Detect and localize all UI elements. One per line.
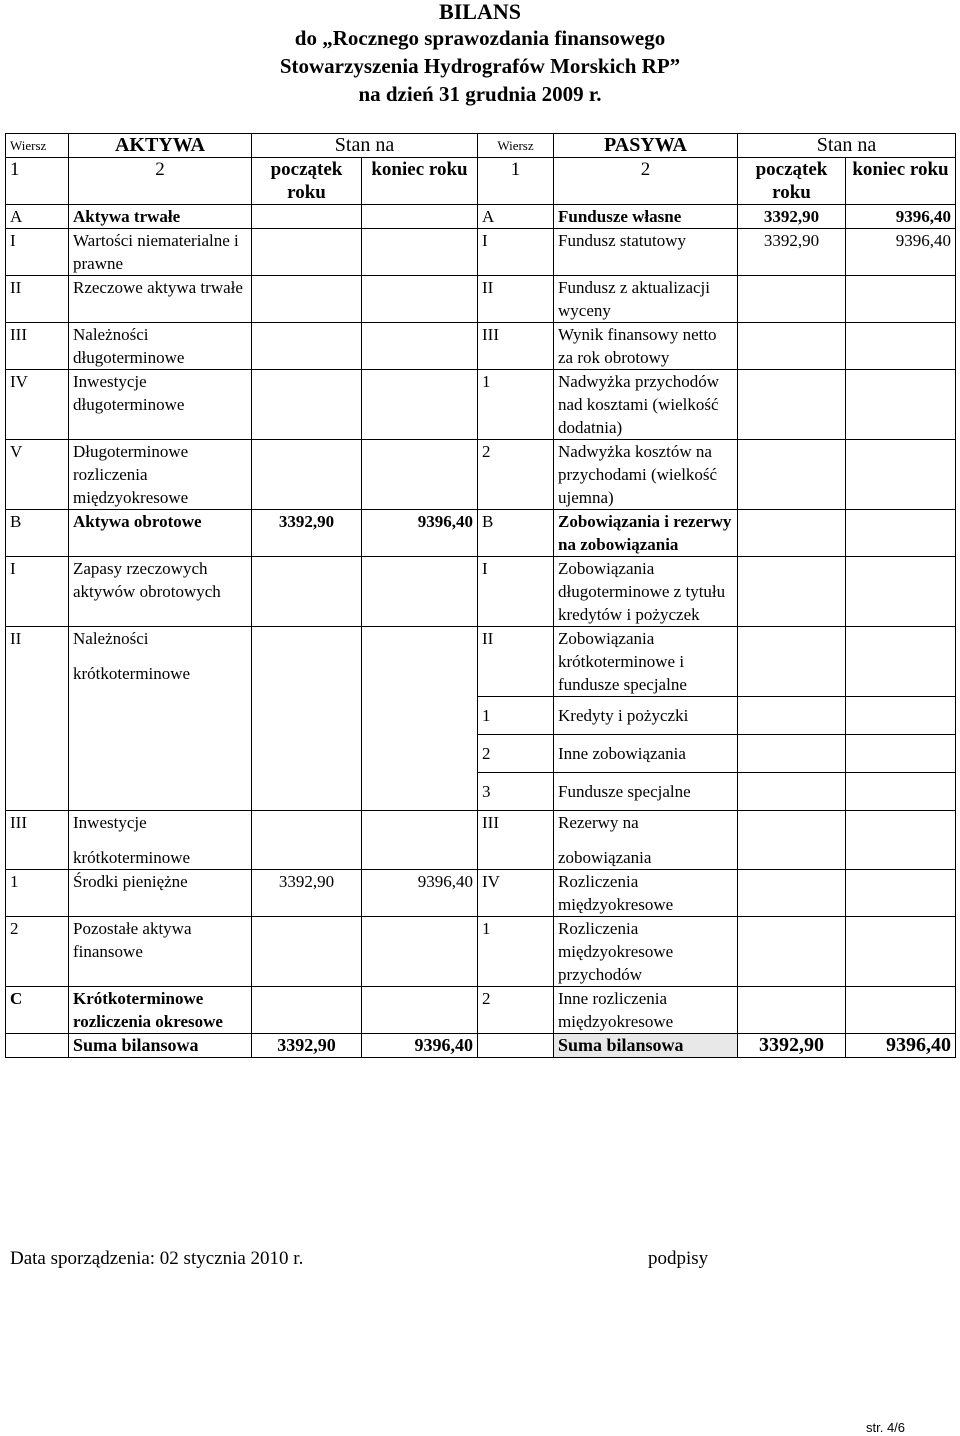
row-label-left: Długoterminowe rozliczenia międzyokresowe — [69, 440, 252, 510]
row-no-left: III — [6, 323, 69, 370]
row-no-left: I — [6, 557, 69, 627]
subheader-col1-left: 1 — [6, 158, 69, 205]
table-row — [6, 510, 956, 557]
row-label-right: Nadwyżka przychodów nad kosztami (wielkość dodatnia) — [554, 370, 738, 440]
balance-sheet-table — [5, 133, 956, 1058]
header-stan-na-right: Stan na — [738, 134, 956, 158]
row-start-right — [738, 735, 846, 773]
header-wiersz-left: Wiersz — [6, 134, 69, 158]
row-no-right: 2 — [478, 987, 554, 1034]
suma-label-left: Suma bilansowa — [69, 1034, 252, 1058]
row-label-left: Zapasy rzeczowych aktywów obrotowych — [69, 557, 252, 627]
row-start-right — [738, 917, 846, 987]
table-row — [6, 229, 956, 276]
row-end-right — [846, 811, 956, 870]
row-label-right: Inne rozliczenia międzyokresowe — [554, 987, 738, 1034]
header-stan-na-left: Stan na — [252, 134, 478, 158]
row-no-left: 1 — [6, 870, 69, 917]
subheader-poczatek-left: początek roku — [252, 158, 362, 205]
row-start-left — [252, 440, 362, 510]
row-no-right: B — [478, 510, 554, 557]
row-end-left: 9396,40 — [362, 870, 478, 917]
row-no-left: III — [6, 811, 69, 870]
inwestycje-label-1: Inwestycje — [73, 813, 147, 832]
row-start-left — [252, 323, 362, 370]
row-end-right — [846, 697, 956, 735]
row-start-right — [738, 811, 846, 870]
subheader-col1-right: 1 — [478, 158, 554, 205]
row-label-right: Fundusze specjalne — [554, 773, 738, 811]
row-start-right — [738, 773, 846, 811]
table-header-row — [6, 134, 956, 158]
row-start-right — [738, 276, 846, 323]
row-no-left: II — [6, 276, 69, 323]
row-end-left — [362, 370, 478, 440]
row-end-right — [846, 917, 956, 987]
row-label-right: Rozliczenia międzyokresowe przychodów — [554, 917, 738, 987]
suma-row — [6, 1034, 956, 1058]
table-subheader-row — [6, 158, 956, 205]
row-end-right — [846, 370, 956, 440]
table-row — [6, 557, 956, 627]
rezerwy-label-1: Rezerwy na — [558, 813, 639, 832]
row-label-right: Fundusze własne — [554, 205, 738, 229]
row-no-left: C — [6, 987, 69, 1034]
row-no-left: 2 — [6, 917, 69, 987]
subheader-koniec-left: koniec roku — [362, 158, 478, 205]
row-label-left — [69, 811, 252, 870]
row-no-left: A — [6, 205, 69, 229]
date-of-preparation: Data sporządzenia: 02 stycznia 2010 r. — [10, 1248, 304, 1269]
row-end-right — [846, 627, 956, 697]
subheader-poczatek-right: początek roku — [738, 158, 846, 205]
page-number: str. 4/6 — [866, 1420, 906, 1435]
row-label-left: Pozostałe aktywa finansowe — [69, 917, 252, 987]
row-no-left: II — [6, 627, 69, 811]
row-end-right — [846, 773, 956, 811]
table-row — [6, 276, 956, 323]
header-wiersz-right: Wiersz — [478, 134, 554, 158]
row-end-left — [362, 205, 478, 229]
row-start-right: 3392,90 — [738, 205, 846, 229]
row-end-right — [846, 735, 956, 773]
row-start-right — [738, 370, 846, 440]
row-label-right: Fundusz z aktualizacji wyceny — [554, 276, 738, 323]
row-no-left: IV — [6, 370, 69, 440]
table-row — [6, 917, 956, 987]
title-line-3: Stowarzyszenia Hydrografów Morskich RP” — [279, 54, 681, 78]
row-end-left — [362, 229, 478, 276]
row-end-left — [362, 323, 478, 370]
row-start-left — [252, 917, 362, 987]
row-end-right — [846, 276, 956, 323]
header-aktywa: AKTYWA — [69, 134, 252, 158]
header-pasywa: PASYWA — [554, 134, 738, 158]
table-row — [6, 987, 956, 1034]
table-row — [6, 323, 956, 370]
row-label-left: Krótkoterminowe rozliczenia okresowe — [69, 987, 252, 1034]
row-start-left: 3392,90 — [252, 870, 362, 917]
row-end-right — [846, 510, 956, 557]
suma-no-left — [6, 1034, 69, 1058]
row-end-left — [362, 627, 478, 811]
row-label-right: Inne zobowiązania — [554, 735, 738, 773]
row-end-right: 9396,40 — [846, 229, 956, 276]
title-line-4: na dzień 31 grudnia 2009 r. — [358, 82, 602, 106]
row-start-right — [738, 440, 846, 510]
row-label-right: Zobowiązania długoterminowe z tytułu kredytów i pożyczek — [554, 557, 738, 627]
row-label-right: Zobowiązania krótkoterminowe i fundusze specjalne — [554, 627, 738, 697]
row-no-right: IV — [478, 870, 554, 917]
row-end-left — [362, 987, 478, 1034]
row-start-right — [738, 870, 846, 917]
row-label-right: Wynik finansowy netto za rok obrotowy — [554, 323, 738, 370]
signatures-label: podpisy — [648, 1248, 709, 1269]
title-line-2: do „Rocznego sprawozdania finansowego — [294, 26, 666, 50]
row-end-left — [362, 917, 478, 987]
row-start-left — [252, 205, 362, 229]
row-no-right: 2 — [478, 440, 554, 510]
suma-start-right: 3392,90 — [738, 1034, 846, 1058]
row-start-right — [738, 987, 846, 1034]
inwestycje-label-2: krótkoterminowe — [73, 848, 191, 867]
row-no-left: I — [6, 229, 69, 276]
row-no-right: I — [478, 557, 554, 627]
row-start-left — [252, 557, 362, 627]
subheader-koniec-right: koniec roku — [846, 158, 956, 205]
row-no-right: III — [478, 811, 554, 870]
row-start-left — [252, 627, 362, 811]
row-start-right — [738, 510, 846, 557]
rezerwy-label-2: zobowiązania — [558, 848, 652, 867]
row-no-left: V — [6, 440, 69, 510]
row-no-right: 1 — [478, 917, 554, 987]
row-start-right — [738, 627, 846, 697]
row-label-left: Należności długoterminowe — [69, 323, 252, 370]
row-end-right — [846, 557, 956, 627]
row-end-right — [846, 440, 956, 510]
table-row — [6, 205, 956, 229]
row-end-left — [362, 811, 478, 870]
row-end-left: 9396,40 — [362, 510, 478, 557]
row-start-right: 3392,90 — [738, 229, 846, 276]
row-label-right: Nadwyżka kosztów na przychodami (wielkość ujemna) — [554, 440, 738, 510]
suma-end-left: 9396,40 — [362, 1034, 478, 1058]
table-row — [6, 870, 956, 917]
row-no-right: II — [478, 627, 554, 697]
row-label-right: Rozliczenia międzyokresowe — [554, 870, 738, 917]
row-no-right: II — [478, 276, 554, 323]
row-label-left: Rzeczowe aktywa trwałe — [69, 276, 252, 323]
row-start-right — [738, 697, 846, 735]
suma-start-left: 3392,90 — [252, 1034, 362, 1058]
row-start-right — [738, 323, 846, 370]
row-end-left — [362, 276, 478, 323]
row-no-right: 1 — [478, 697, 554, 735]
table-row — [6, 811, 956, 870]
naleznosci-label-1: Należności — [73, 629, 149, 648]
row-end-right — [846, 987, 956, 1034]
row-no-right: 2 — [478, 735, 554, 773]
row-no-right: 3 — [478, 773, 554, 811]
row-label-right — [554, 811, 738, 870]
table-row — [6, 440, 956, 510]
table-row — [6, 627, 956, 697]
title-line-1: BILANS — [439, 0, 521, 24]
row-start-left — [252, 229, 362, 276]
suma-end-right: 9396,40 — [846, 1034, 956, 1058]
row-label-left: Aktywa trwałe — [69, 205, 252, 229]
row-start-right — [738, 557, 846, 627]
row-label-left — [69, 627, 252, 811]
row-no-left: B — [6, 510, 69, 557]
row-no-right: I — [478, 229, 554, 276]
row-end-left — [362, 557, 478, 627]
naleznosci-label-2: krótkoterminowe — [73, 664, 191, 683]
rows-section-b — [6, 870, 956, 1034]
row-no-right: A — [478, 205, 554, 229]
table-row — [6, 370, 956, 440]
subheader-col2-right: 2 — [554, 158, 738, 205]
row-end-right: 9396,40 — [846, 205, 956, 229]
row-start-left — [252, 987, 362, 1034]
suma-no-right — [478, 1034, 554, 1058]
suma-label-right: Suma bilansowa — [554, 1034, 738, 1058]
row-start-left — [252, 370, 362, 440]
row-start-left — [252, 811, 362, 870]
row-label-left: Środki pieniężne — [69, 870, 252, 917]
row-label-right: Fundusz statutowy — [554, 229, 738, 276]
document-title — [0, 0, 960, 108]
row-label-left: Inwestycje długoterminowe — [69, 370, 252, 440]
row-end-right — [846, 323, 956, 370]
row-label-right: Zobowiązania i rezerwy na zobowiązania — [554, 510, 738, 557]
row-label-left: Aktywa obrotowe — [69, 510, 252, 557]
rows-section-a — [6, 205, 956, 627]
row-no-right: 1 — [478, 370, 554, 440]
subheader-col2-left: 2 — [69, 158, 252, 205]
row-start-left — [252, 276, 362, 323]
row-end-right — [846, 870, 956, 917]
row-label-left: Wartości niematerialne i prawne — [69, 229, 252, 276]
row-label-right: Kredyty i pożyczki — [554, 697, 738, 735]
row-no-right: III — [478, 323, 554, 370]
row-start-left: 3392,90 — [252, 510, 362, 557]
row-end-left — [362, 440, 478, 510]
